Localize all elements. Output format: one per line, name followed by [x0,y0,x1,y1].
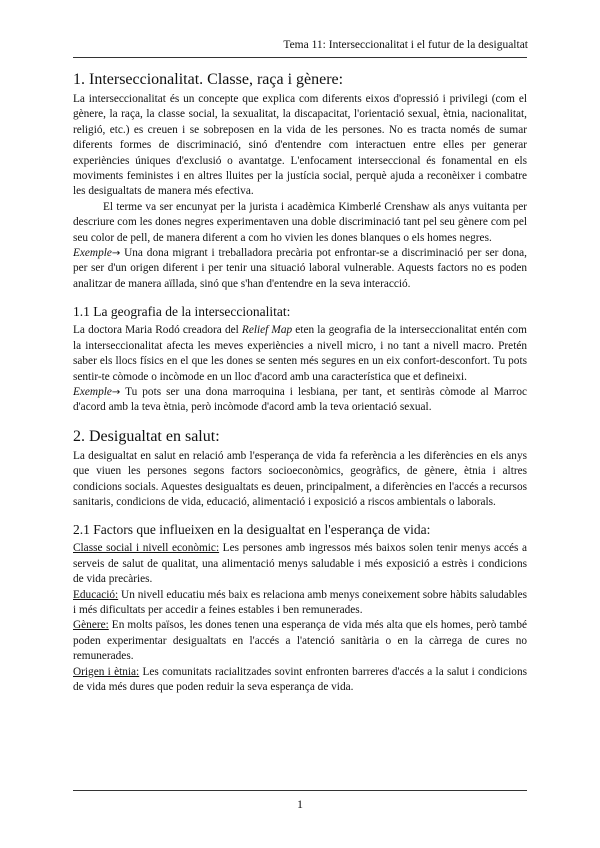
paragraph-text-end: eten la geografia de la interseccionalitat entén com la interseccionalitat afecta les meves experiències a nivell micro, i no tant a nivell macro. Pretén saber els llocs físics en el que les dones se senten més segures en un eix confort-desconfort. Tu pots sentir-te còmode o incòmode en un lloc d'acord amb una característica que et defineixi. [73,324,527,383]
factor-text: Un nivell educatiu més baix es relaciona amb menys coneixement sobre hàbits saludables i més dificultats per accedir a feines estables i ben remunerades. [73,588,527,616]
section-2 [73,427,527,511]
header-rule [73,57,527,58]
section-1-heading: 1. Interseccionalitat. Classe, raça i gènere: [73,71,344,88]
section-1-1-paragraph [73,323,527,385]
section-1 [73,70,527,292]
paragraph-text-start: La doctora Maria Rodó creadora del [73,324,242,337]
factor-text: En molts països, les dones tenen una esperança de vida més alta que els homes, però també poden experimentar desigualtats en l'accés a l'atenció sanitària o en la càrrega de cures no remunerades. [73,619,527,663]
factor-text: Les persones amb ingressos més baixos solen tenir menys accés a serveis de salut de qualitat, una alimentació menys saludable i més exposició a estrès i condicions de vida precàries. [73,542,528,586]
arrow-icon: → [111,386,121,398]
factor-item [73,618,527,664]
section-1-1-example [73,385,527,416]
factor-term: Educació: [73,588,119,601]
relief-map-term: Relief Map [241,324,293,337]
factor-term: Origen i ètnia: [73,665,140,678]
section-1-paragraph-1: La interseccionalitat és un concepte que explica com diferents eixos d'opressió i privilegi (com el gènere, la raça, la classe social, la sexualitat, la discapacitat, l'orientació sexual, ètnia, nacionalitat, religió, etc.) es creuen i se sobreposen en la vida de les persones. No es tracta només de sumar diferents formes de discriminació, sinó d'entendre com interactuen entre elles per generar experiències úniques d'exclusió o avantatge. L'enfocament interseccional és fonamental en els moviments feministes i en altres lluites per la justícia social, perquè ajuda a reconèixer i combatre les desigualtats de manera més efectiva. [73,93,527,198]
example-label: Exemple [73,385,112,398]
section-1-1 [73,303,527,415]
section-1-paragraph-2: El terme va ser encunyat per la jurista i acadèmica Kimberlé Crenshaw als anys vuitanta per descriure com les dones negres experimentaven una doble discriminació tant pel seu gènere com pel seu color de pell, de manera diferent a com ho vivien les dones blanques o els homes negres. [73,200,527,244]
factor-term: Classe social i nivell econòmic: [73,542,220,555]
arrow-icon: → [111,248,121,260]
section-1-example [73,246,527,292]
section-2-paragraph: La desigualtat en salut en relació amb l'esperança de vida fa referència a les diferències en els anys que viuen les persones segons factors socioeconòmics, geogràfics, de gènere, ètnia i altres condicions socials. Aquestes desigualtats es deuen, principalment, a diferències en l'accés a recursos sanitaris, condicions de vida, educació, alimentació i exposició a riscos ambientals o laborals. [73,449,527,508]
example-text: Tu pots ser una dona marroquina i lesbiana, per tant, et sentiràs còmode al Marroc d'acord amb la teva ètnia, però incòmode d'acord amb la teva orientació sexual. [73,385,527,414]
footer-rule [73,790,527,791]
factor-text: Les comunitats racialitzades sovint enfronten barreres d'accés a la salut i condicions de vida més dures que poden reduir la seva esperança de vida. [73,665,528,693]
example-text: Una dona migrant i treballadora precària pot enfrontar-se a discriminació per ser dona, per ser d'un origen diferent i per tenir una situació laboral vulnerable. Aquests factors no es poden analitzar de manera aïllada, sinó que s'han d'entendre en la seva interacció. [73,247,527,290]
factor-item [73,588,527,619]
section-2-1 [73,521,527,695]
factor-item [73,541,527,587]
factor-term: Gènere: [73,619,109,632]
example-label: Exemple [73,247,112,260]
page-number: 1 [297,797,303,811]
page-body [73,70,527,695]
section-2-heading: 2. Desigualtat en salut: [73,427,220,445]
factor-item [73,665,527,696]
running-header: Tema 11: Interseccionalitat i el futur de la desigualtat [283,39,528,51]
section-1-1-heading: 1.1 La geografia de la interseccionalitat: [73,304,291,320]
section-2-1-heading: 2.1 Factors que influeixen en la desigualtat en l'esperança de vida: [73,522,431,538]
